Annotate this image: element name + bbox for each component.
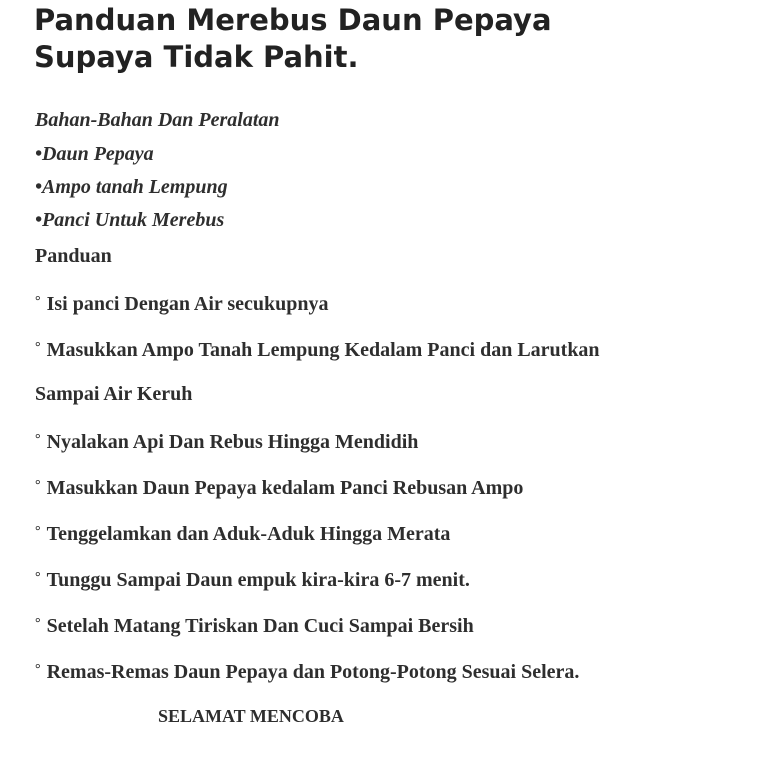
degree-bullet-icon: ° xyxy=(35,432,41,447)
degree-bullet-icon: ° xyxy=(35,294,41,309)
step-text: Masukkan Ampo Tanah Lempung Kedalam Panci dan Larutkan xyxy=(46,339,600,361)
degree-bullet-icon: ° xyxy=(35,662,41,677)
page-title xyxy=(34,2,552,76)
guide-step xyxy=(35,612,474,638)
title-line-1: Panduan Merebus Daun Pepaya xyxy=(34,3,552,37)
degree-bullet-icon: ° xyxy=(35,570,41,585)
degree-bullet-icon: ° xyxy=(35,616,41,631)
materials-heading: Bahan-Bahan Dan Peralatan xyxy=(35,109,280,131)
guide-step xyxy=(35,520,450,546)
degree-bullet-icon: ° xyxy=(35,524,41,539)
title-line-2: Supaya Tidak Pahit. xyxy=(34,40,359,74)
step-text: Nyalakan Api Dan Rebus Hingga Mendidih xyxy=(46,431,419,453)
degree-bullet-icon: ° xyxy=(35,340,41,355)
step-text: Tunggu Sampai Daun empuk kira-kira 6-7 menit. xyxy=(46,569,470,591)
step-text: Remas-Remas Daun Pepaya dan Potong-Potong Sesuai Selera. xyxy=(46,661,580,683)
guide-step xyxy=(35,658,579,684)
material-item: •Ampo tanah Lempung xyxy=(35,176,228,198)
guide-heading: Panduan xyxy=(35,245,112,267)
material-item: •Panci Untuk Merebus xyxy=(35,209,225,231)
material-item: •Daun Pepaya xyxy=(35,143,154,165)
guide-step xyxy=(35,566,470,592)
degree-bullet-icon: ° xyxy=(35,478,41,493)
step-text: Tenggelamkan dan Aduk-Aduk Hingga Merata xyxy=(46,523,451,545)
step-text: Isi panci Dengan Air secukupnya xyxy=(46,293,329,315)
step-text: Setelah Matang Tiriskan Dan Cuci Sampai Bersih xyxy=(46,615,474,637)
step-text: Masukkan Daun Pepaya kedalam Panci Rebusan Ampo xyxy=(46,477,524,499)
guide-step-continuation: Sampai Air Keruh xyxy=(35,383,193,405)
guide-step xyxy=(35,336,600,362)
guide-step xyxy=(35,428,418,454)
guide-step xyxy=(35,290,329,316)
closing-text: SELAMAT MENCOBA xyxy=(158,706,344,726)
guide-step xyxy=(35,474,523,500)
